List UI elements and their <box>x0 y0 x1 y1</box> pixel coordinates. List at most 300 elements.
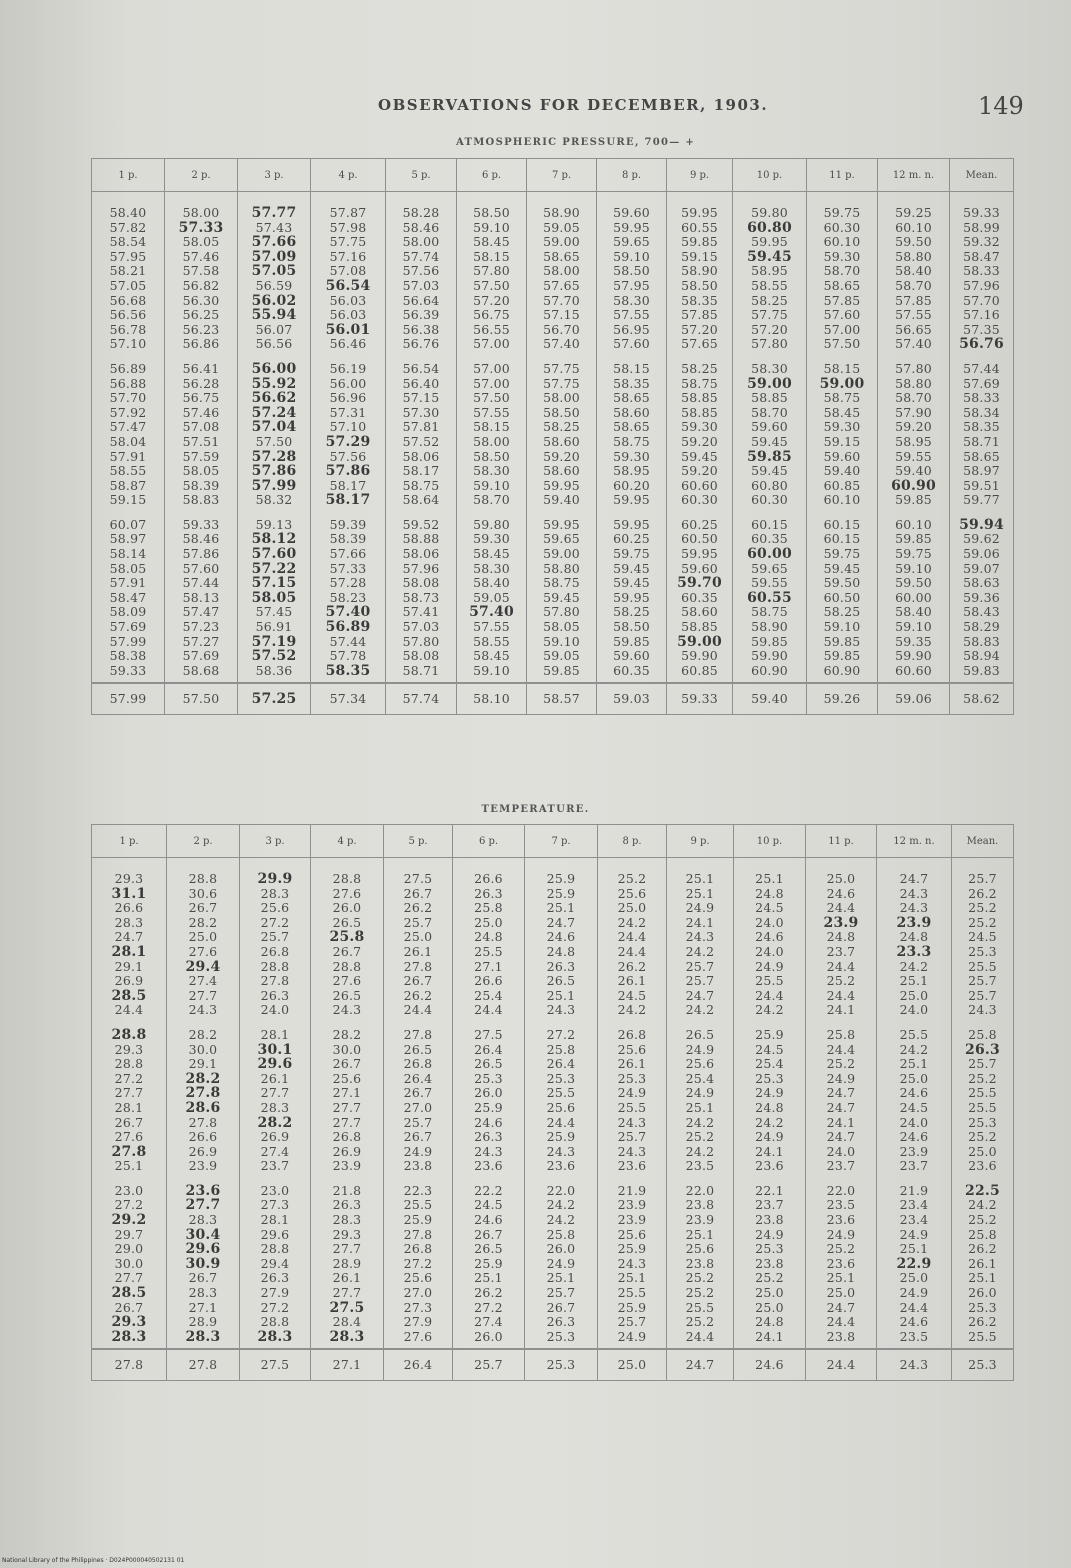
value: 60.20 <box>613 477 650 493</box>
value: 24.3 <box>332 1002 362 1018</box>
value: 29.9 <box>257 871 293 887</box>
value: 59.45 <box>751 463 788 479</box>
column-header: 1 p. <box>92 825 167 858</box>
value: 59.33 <box>109 662 147 678</box>
value: 59.52 <box>402 516 440 532</box>
value: 24.3 <box>617 1114 647 1130</box>
value: 27.7 <box>332 1114 362 1130</box>
column-header: 2 p. <box>167 825 240 858</box>
value: 56.78 <box>109 321 147 337</box>
value: 24.2 <box>685 1002 715 1018</box>
value: 55.94 <box>251 307 297 324</box>
value: 24.4 <box>617 929 647 945</box>
value: 24.2 <box>685 1143 715 1159</box>
value: 25.9 <box>755 1026 784 1042</box>
value: 28.8 <box>332 871 362 886</box>
value: 25.1 <box>755 871 784 886</box>
value: 27.8 <box>188 1357 218 1373</box>
value: 21.9 <box>899 1182 929 1198</box>
value: 26.5 <box>685 1026 715 1042</box>
mean-value <box>597 683 667 715</box>
value: 25.6 <box>403 1270 433 1286</box>
value: 58.55 <box>109 463 147 479</box>
value: 57.43 <box>255 219 293 235</box>
value: 58.05 <box>543 619 580 635</box>
value: 59.40 <box>823 463 861 479</box>
value: 26.7 <box>114 1114 144 1130</box>
value: 24.6 <box>755 929 784 945</box>
value: 56.95 <box>613 321 650 337</box>
value: 56.76 <box>959 336 1004 353</box>
value: 57.00 <box>473 375 510 391</box>
value: 58.40 <box>895 263 932 279</box>
value: 57.92 <box>109 404 147 420</box>
value: 23.9 <box>823 914 859 931</box>
value: 24.4 <box>826 958 856 974</box>
value: 31.1 <box>111 885 147 902</box>
column-cell <box>240 1022 311 1178</box>
value: 27.4 <box>188 973 218 989</box>
value: 57.75 <box>751 307 788 323</box>
value: 23.6 <box>185 1182 221 1199</box>
value: 23.6 <box>617 1158 647 1174</box>
value: 25.8 <box>968 1226 997 1242</box>
value: 58.06 <box>402 546 440 562</box>
value: 28.8 <box>260 1314 290 1330</box>
value: 27.5 <box>403 871 433 886</box>
value: 23.5 <box>826 1197 856 1213</box>
value: 25.7 <box>403 914 433 930</box>
value: 23.9 <box>617 1212 647 1228</box>
value: 59.32 <box>963 234 1000 250</box>
value: 24.2 <box>899 958 929 974</box>
value: 59.13 <box>255 516 293 532</box>
value: 24.9 <box>685 900 715 916</box>
day-group-row <box>92 356 1014 512</box>
value: 58.47 <box>109 589 147 605</box>
value: 57.20 <box>681 321 718 337</box>
value: 58.70 <box>751 404 788 420</box>
column-cell <box>238 356 311 512</box>
value: 26.7 <box>403 1085 433 1101</box>
value: 26.0 <box>474 1085 503 1101</box>
value: 24.7 <box>546 914 576 930</box>
value: 58.75 <box>751 604 788 620</box>
value: 23.6 <box>968 1158 997 1174</box>
value: 26.7 <box>188 1270 218 1286</box>
value: 24.3 <box>617 1143 647 1159</box>
value: 30.0 <box>114 1255 144 1271</box>
value: 26.7 <box>332 943 362 959</box>
value: 58.50 <box>473 448 510 464</box>
value: 24.9 <box>899 1285 929 1301</box>
column-cell <box>598 1022 667 1178</box>
value: 58.30 <box>473 463 510 479</box>
value: 57.80 <box>751 336 788 352</box>
value: 57.85 <box>681 307 718 323</box>
column-cell <box>667 192 733 356</box>
value: 25.9 <box>546 885 576 901</box>
value: 26.8 <box>403 1241 433 1257</box>
value: 23.6 <box>755 1158 784 1174</box>
value: 58.00 <box>543 390 580 406</box>
value: 58.35 <box>681 292 718 308</box>
value: 59.30 <box>681 419 718 435</box>
value: 24.2 <box>546 1197 576 1213</box>
value: 25.5 <box>968 958 997 974</box>
value: 27.7 <box>332 1241 362 1257</box>
value: 27.7 <box>114 1085 144 1101</box>
value: 59.95 <box>543 516 580 532</box>
value: 27.6 <box>188 943 218 959</box>
value: 26.3 <box>260 1270 290 1286</box>
value: 60.30 <box>823 219 861 235</box>
value: 56.56 <box>109 307 147 323</box>
value: 27.1 <box>474 958 503 974</box>
value: 57.60 <box>251 546 297 563</box>
column-cell <box>240 1178 311 1350</box>
value: 58.36 <box>255 662 293 678</box>
value: 25.7 <box>546 1285 576 1301</box>
temperature-section-title: TEMPERATURE. <box>481 804 590 815</box>
value: 57.10 <box>109 336 147 352</box>
value: 26.9 <box>114 973 144 989</box>
value: 26.7 <box>403 973 433 989</box>
value: 26.8 <box>260 943 290 959</box>
value: 56.02 <box>251 292 297 309</box>
column-cell <box>386 356 457 512</box>
mean-value <box>598 1349 667 1381</box>
value: 23.7 <box>826 943 856 959</box>
value: 25.0 <box>188 929 218 945</box>
value: 59.85 <box>895 531 932 547</box>
value: 58.35 <box>613 375 650 391</box>
column-header: Mean. <box>952 825 1014 858</box>
value: 28.3 <box>188 1212 218 1228</box>
value: 27.8 <box>403 1226 433 1242</box>
value: 25.5 <box>403 1197 433 1213</box>
value: 22.5 <box>965 1182 1000 1199</box>
value: 26.4 <box>474 1041 503 1057</box>
value: 22.9 <box>896 1255 932 1272</box>
value: 58.25 <box>543 419 580 435</box>
column-cell <box>527 512 597 684</box>
column-cell <box>877 1022 952 1178</box>
page-footer: National Library of the Philippines · D024P000040502131 01 <box>2 1557 185 1564</box>
value: 28.2 <box>332 1026 362 1042</box>
value: 59.00 <box>677 633 722 650</box>
value: 58.30 <box>473 560 510 576</box>
value: 28.3 <box>185 1328 221 1345</box>
value: 25.8 <box>968 1026 997 1042</box>
value: 59.45 <box>543 589 580 605</box>
value: 57.99 <box>109 633 147 649</box>
value: 58.45 <box>473 234 510 250</box>
value: 57.15 <box>402 390 440 406</box>
value: 57.33 <box>178 219 224 236</box>
value: 22.0 <box>685 1182 715 1198</box>
column-cell <box>453 1022 525 1178</box>
value: 59.90 <box>681 648 718 664</box>
value: 59.45 <box>613 575 650 591</box>
value: 28.4 <box>332 1314 362 1330</box>
value: 58.75 <box>402 477 440 493</box>
value: 24.1 <box>755 1328 784 1344</box>
value: 59.10 <box>473 477 510 493</box>
value: 60.55 <box>681 219 718 235</box>
value: 59.95 <box>613 219 650 235</box>
value: 59.75 <box>613 546 650 562</box>
value: 58.05 <box>251 589 297 606</box>
value: 57.27 <box>182 633 220 649</box>
value: 58.25 <box>823 604 861 620</box>
mean-value <box>950 683 1014 715</box>
value: 27.0 <box>403 1285 433 1301</box>
value: 59.83 <box>963 662 1000 678</box>
value: 27.8 <box>111 1143 147 1160</box>
value: 59.05 <box>543 219 580 235</box>
value: 56.54 <box>402 360 440 376</box>
value: 24.0 <box>826 1143 856 1159</box>
value: 24.9 <box>546 1255 576 1271</box>
value: 56.28 <box>182 375 220 391</box>
value: 59.10 <box>543 633 580 649</box>
value: 26.6 <box>188 1129 218 1145</box>
value: 23.7 <box>755 1197 784 1213</box>
value: 60.80 <box>747 219 792 236</box>
value: 26.2 <box>403 900 433 916</box>
value: 26.8 <box>403 1056 433 1072</box>
value: 57.80 <box>895 360 932 376</box>
mean-value <box>92 1349 167 1381</box>
value: 57.05 <box>109 277 147 293</box>
value: 25.1 <box>826 1270 856 1286</box>
value: 58.65 <box>543 248 580 264</box>
value: 58.30 <box>613 292 650 308</box>
value: 60.35 <box>613 662 650 678</box>
value: 24.5 <box>474 1197 503 1213</box>
value: 27.2 <box>114 1070 144 1086</box>
value: 59.70 <box>677 575 722 592</box>
value: 58.70 <box>895 277 932 293</box>
value: 25.0 <box>826 871 856 886</box>
value: 57.60 <box>823 307 861 323</box>
value: 25.8 <box>329 929 365 946</box>
value: 57.91 <box>109 448 147 464</box>
value: 24.3 <box>899 1357 929 1373</box>
value: 58.30 <box>751 360 788 376</box>
value: 25.0 <box>968 1143 997 1159</box>
value: 56.59 <box>255 277 293 293</box>
value: 27.8 <box>403 958 433 974</box>
value: 59.60 <box>613 648 650 664</box>
value: 55.92 <box>251 375 297 392</box>
value: 58.33 <box>963 263 1000 279</box>
column-header: 7 p. <box>525 825 598 858</box>
value: 24.6 <box>899 1085 929 1101</box>
value: 26.6 <box>474 871 503 886</box>
value: 24.1 <box>755 1143 784 1159</box>
value: 59.20 <box>681 463 718 479</box>
column-cell <box>311 858 384 1022</box>
column-header: 4 p. <box>311 825 384 858</box>
mean-value <box>165 683 238 715</box>
value: 58.46 <box>402 219 440 235</box>
value: 24.8 <box>474 929 503 945</box>
value: 24.6 <box>899 1129 929 1145</box>
value: 60.30 <box>751 492 788 508</box>
value: 57.41 <box>402 604 440 620</box>
value: 58.25 <box>681 360 718 376</box>
value: 57.96 <box>402 560 440 576</box>
column-cell <box>92 1178 167 1350</box>
value: 26.6 <box>114 900 144 916</box>
value: 58.70 <box>895 390 932 406</box>
value: 57.95 <box>613 277 650 293</box>
value: 57.10 <box>329 419 367 435</box>
mean-value <box>92 683 165 715</box>
value: 57.09 <box>251 248 297 265</box>
column-cell <box>952 1178 1014 1350</box>
value: 27.0 <box>403 1099 433 1115</box>
column-cell <box>734 1178 806 1350</box>
value: 25.0 <box>403 929 433 945</box>
value: 57.75 <box>329 234 367 250</box>
value: 58.35 <box>325 662 371 679</box>
value: 26.2 <box>617 958 647 974</box>
value: 58.25 <box>613 604 650 620</box>
value: 57.46 <box>182 248 220 264</box>
value: 26.7 <box>188 900 218 916</box>
column-cell <box>806 1178 877 1350</box>
value: 26.6 <box>474 973 503 989</box>
value: 57.08 <box>182 419 220 435</box>
value: 24.0 <box>899 1002 929 1018</box>
value: 25.9 <box>474 1255 503 1271</box>
value: 56.88 <box>109 375 147 391</box>
value: 59.85 <box>613 633 650 649</box>
value: 25.3 <box>968 1114 997 1130</box>
value: 24.8 <box>546 943 576 959</box>
column-cell <box>877 858 952 1022</box>
value: 25.6 <box>685 1241 715 1257</box>
mean-value <box>525 1349 598 1381</box>
value: 29.4 <box>260 1255 290 1271</box>
value: 59.39 <box>329 516 367 532</box>
value: 28.3 <box>257 1328 293 1345</box>
value: 58.45 <box>823 404 861 420</box>
value: 58.62 <box>963 691 1000 707</box>
value: 58.05 <box>182 463 220 479</box>
value: 28.1 <box>260 1026 290 1042</box>
value: 58.71 <box>963 433 1000 449</box>
value: 25.3 <box>755 1070 784 1086</box>
value: 24.4 <box>755 987 784 1003</box>
column-cell <box>878 192 950 356</box>
value: 59.35 <box>895 633 932 649</box>
value: 23.0 <box>114 1182 144 1198</box>
value: 59.90 <box>895 648 932 664</box>
value: 57.60 <box>613 336 650 352</box>
value: 60.25 <box>681 516 718 532</box>
value: 59.77 <box>963 492 1000 508</box>
value: 58.97 <box>109 531 147 547</box>
value: 27.8 <box>403 1026 433 1042</box>
value: 57.24 <box>251 404 297 421</box>
value: 23.0 <box>260 1182 290 1198</box>
value: 23.9 <box>332 1158 362 1174</box>
value: 24.0 <box>260 1002 290 1018</box>
value: 58.60 <box>543 433 580 449</box>
value: 56.75 <box>182 390 220 406</box>
value: 24.9 <box>755 1129 784 1145</box>
value: 57.65 <box>543 277 580 293</box>
value: 58.05 <box>182 234 220 250</box>
value: 25.3 <box>968 943 997 959</box>
value: 25.6 <box>260 900 290 916</box>
value: 26.5 <box>546 973 576 989</box>
value: 58.29 <box>963 619 1000 635</box>
value: 59.05 <box>473 589 510 605</box>
value: 60.90 <box>823 662 861 678</box>
value: 25.2 <box>968 900 997 916</box>
value: 25.0 <box>826 1285 856 1301</box>
value: 24.4 <box>826 1041 856 1057</box>
mean-value <box>733 683 807 715</box>
column-cell <box>453 1178 525 1350</box>
value: 29.3 <box>332 1226 362 1242</box>
value: 30.4 <box>185 1226 221 1243</box>
value: 25.0 <box>899 987 929 1003</box>
value: 58.70 <box>823 263 861 279</box>
value: 23.6 <box>826 1255 856 1271</box>
value: 59.95 <box>681 546 718 562</box>
value: 57.82 <box>109 219 147 235</box>
value: 59.06 <box>963 546 1000 562</box>
value: 24.4 <box>403 1002 433 1018</box>
mean-value <box>734 1349 806 1381</box>
column-cell <box>92 858 167 1022</box>
value: 23.7 <box>260 1158 290 1174</box>
value: 58.87 <box>109 477 147 493</box>
value: 24.1 <box>826 1002 856 1018</box>
value: 60.10 <box>895 516 932 532</box>
column-cell <box>384 858 453 1022</box>
value: 58.45 <box>473 648 510 664</box>
value: 58.88 <box>402 531 440 547</box>
mean-value <box>453 1349 525 1381</box>
value: 25.2 <box>826 1056 856 1072</box>
value: 24.5 <box>968 929 997 945</box>
value: 22.0 <box>546 1182 576 1198</box>
value: 25.1 <box>546 987 576 1003</box>
value: 26.8 <box>332 1129 362 1145</box>
value: 22.0 <box>826 1182 856 1198</box>
value: 59.85 <box>751 633 788 649</box>
value: 25.9 <box>617 1299 647 1315</box>
column-cell <box>527 356 597 512</box>
value: 25.7 <box>617 1129 647 1145</box>
value: 25.7 <box>968 987 997 1003</box>
value: 24.2 <box>755 1002 784 1018</box>
value: 28.3 <box>114 914 144 930</box>
value: 57.86 <box>325 463 371 480</box>
value: 25.3 <box>474 1070 503 1086</box>
column-header: 3 p. <box>240 825 311 858</box>
column-header: 6 p. <box>453 825 525 858</box>
value: 58.13 <box>182 589 220 605</box>
value: 59.90 <box>751 648 788 664</box>
